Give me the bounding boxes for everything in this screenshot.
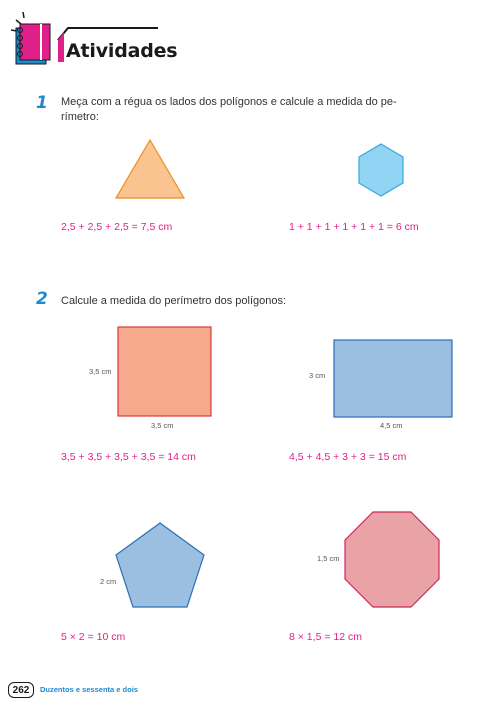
answer-square: 3,5 + 3,5 + 3,5 + 3,5 = 14 cm	[61, 451, 196, 463]
question-2-number: 2	[36, 289, 48, 309]
octagon-shape	[342, 510, 442, 610]
question-2-text: Calcule a medida do perímetro dos polígonos:	[61, 295, 287, 307]
hexagon-shape	[353, 142, 409, 198]
question-1-text	[61, 95, 481, 125]
pentagon-side-label: 2 cm	[100, 577, 117, 586]
pentagon-shape	[114, 521, 206, 609]
rectangle-bottom-label: 4,5 cm	[380, 421, 403, 430]
answer-octagon: 8 × 1,5 = 12 cm	[289, 631, 362, 643]
square-bottom-label: 3,5 cm	[151, 421, 174, 430]
question-1-text-line1: Meça com a régua os lados dos polígonos e calcule a medida do pe-	[61, 96, 397, 108]
rectangle-shape	[333, 339, 454, 419]
answer-rectangle: 4,5 + 4,5 + 3 + 3 = 15 cm	[289, 451, 407, 463]
octagon-side-label: 1,5 cm	[317, 554, 340, 563]
answer-pentagon: 5 × 2 = 10 cm	[61, 631, 126, 643]
page-number-badge: 262	[8, 682, 34, 698]
square-side-label: 3,5 cm	[89, 367, 112, 376]
question-1-text-line2: rímetro:	[61, 111, 99, 123]
page-number-words: Duzentos e sessenta e dois	[40, 685, 138, 694]
page-title: Atividades	[66, 40, 178, 62]
triangle-shape	[110, 136, 190, 202]
rectangle-side-label: 3 cm	[309, 371, 326, 380]
answer-hexagon: 1 + 1 + 1 + 1 + 1 + 1 = 6 cm	[289, 221, 419, 233]
answer-triangle: 2,5 + 2,5 + 2,5 = 7,5 cm	[61, 221, 173, 233]
square-shape	[117, 326, 213, 418]
question-1-number: 1	[36, 93, 48, 113]
